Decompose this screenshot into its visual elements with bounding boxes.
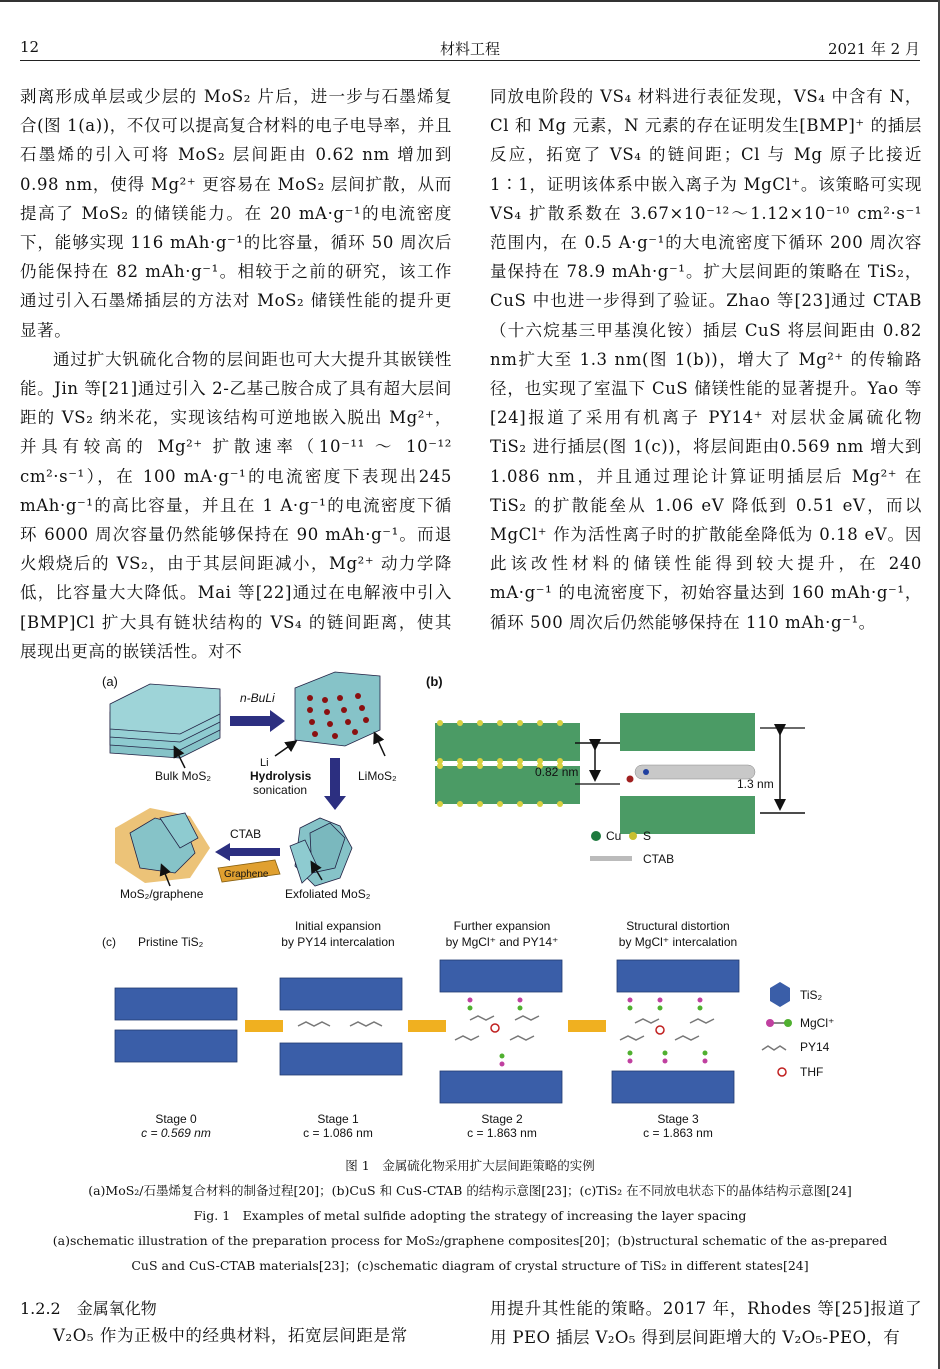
mg-legend-swatch <box>766 1019 774 1027</box>
py14-legend-label: PY14 <box>800 1040 830 1054</box>
arrow-stage-1-2 <box>408 1020 446 1032</box>
nbuli-label: n-BuLi <box>240 691 275 705</box>
figure-caption-en-title: Fig. 1 Examples of metal sulfide adopting the strategy of increasing the layer spacing <box>193 1208 747 1223</box>
thf-legend-swatch <box>778 1068 786 1076</box>
running-header <box>20 34 920 61</box>
panel-b <box>426 674 805 866</box>
spacing-082-label: 0.82 nm <box>535 765 579 779</box>
panel-a-label: (a) <box>102 674 118 689</box>
stage-3-c: c = 1.863 nm <box>643 1126 713 1140</box>
py14-legend-swatch <box>762 1046 786 1050</box>
stage-0-title: Pristine TiS₂ <box>138 935 204 949</box>
section-left-text: V₂O₅ 作为正极中的经典材料，拓宽层间距是常 <box>53 1326 408 1345</box>
issue-date: 2021 年 2 月 <box>827 40 920 58</box>
figure-caption-en-sub1: (a)schematic illustration of the preparation process for MoS₂/graphene composites[20]；(b)structural schematic of the as-prepared <box>52 1233 888 1248</box>
s-legend-label: S <box>643 829 652 843</box>
figure-caption-cn-sub: (a)MoS₂/石墨烯复合材料的制备过程[20]；(b)CuS 和 CuS-CTAB 的结构示意图[23]；(c)TiS₂ 在不同放电状态下的晶体结构示意图[24] <box>88 1183 852 1198</box>
stage-0-label: Stage 0 <box>155 1112 197 1126</box>
stage-3-title2: by MgCl⁺ intercalation <box>618 935 738 949</box>
left-column <box>20 82 452 666</box>
bulk-mos2-label: Bulk MoS₂ <box>155 769 212 783</box>
exfoliated-mos2-cluster <box>290 818 352 886</box>
composite-label: MoS₂/graphene <box>120 887 204 901</box>
sonication-label: sonication <box>253 783 308 797</box>
hydrolysis-arrow <box>324 758 346 810</box>
thf-legend-label: THF <box>800 1065 824 1079</box>
section-right-text <box>490 1294 922 1352</box>
paragraph-mos2-graphene: 剥离形成单层或少层的 MoS₂ 片后，进一步与石墨烯复合(图 1(a))，不仅可以提高复合材料的电子电导率，并且石墨烯的引入可将 MoS₂ 层间距由 0.62 nm 增加到 0.98 nm，使得 Mg²⁺ 更容易在 MoS₂ 层间扩散，从而提高了 MoS₂ 的储镁能力。在 20 mA·g⁻¹的电流密度下，能够实现 116 mAh·g⁻¹的比容量，循环 50 周次后仍能保持在 82 mAh·g⁻¹。相较于之前的研究，该工作通过引入石墨烯插层的方法对 MoS₂ 储镁性能的提升更显著。 <box>20 87 452 340</box>
stage-2-c: c = 1.863 nm <box>467 1126 537 1140</box>
cu-legend-swatch <box>591 831 601 841</box>
arrow-stage-0-1 <box>245 1020 283 1032</box>
stage-1-title2: by PY14 intercalation <box>281 935 395 949</box>
cl-legend-swatch <box>784 1019 792 1027</box>
ctab-legend-swatch <box>590 856 632 861</box>
stage-3-title1: Structural distortion <box>626 919 730 933</box>
tis2-legend-label: TiS₂ <box>800 988 823 1002</box>
stage-3 <box>612 919 739 1140</box>
s-legend-swatch <box>629 832 637 840</box>
cus-ctab-layers <box>620 713 755 834</box>
cu-legend-label: Cu <box>606 829 622 843</box>
paragraph-vs4-tis2-cus: 同放电阶段的 VS₄ 材料进行表征发现，VS₄ 中含有 N，Cl 和 Mg 元素，N 元素的存在证明发生[BMP]⁺ 的插层反应，拓宽了 VS₄ 的链间距；Cl 与 Mg 原子比接近 1∶1，证明该体系中嵌入离子为 MgCl⁺。该策略可实现 VS₄ 扩散系数在 3.67×10⁻¹²～1.12×10⁻¹⁰ cm²·s⁻¹范围内，在 0.5 A·g⁻¹的大电流密度下循环 200 周次容量保持在 78.9 mAh·g⁻¹。扩大层间距的策略在 TiS₂，CuS 中也进一步得到了验证。Zhao 等[23]通过 CTAB（十六烷基三甲基溴化铵）插层 CuS 将层间距由 0.82 nm扩大至 1.3 nm(图 1(b))，增大了 Mg²⁺ 的传输路径，也实现了室温下 CuS 储镁性能的显著提升。Yao 等[24]报道了采用有机离子 PY14⁺ 对层状金属硫化物 TiS₂ 进行插层(图 1(c))，将层间距由0.569 nm 增大到 1.086 nm，并且通过理论计算证明插层后 Mg²⁺ 在 TiS₂ 的扩散能垒从 1.06 eV 降低到 0.51 eV，而以 MgCl⁺ 作为活性离子时的扩散能垒降低为 0.18 eV。因此该改性材料的储镁性能得到较大提升，在 240 mA·g⁻¹ 的电流密度下，初始容量达到 160 mAh·g⁻¹，循环 500 周次后仍然能够保持在 110 mAh·g⁻¹。 <box>490 87 922 632</box>
figure-caption-cn-title: 图 1 金属硫化物采用扩大层间距策略的实例 <box>345 1158 595 1173</box>
panel-c-label: (c) <box>102 935 116 949</box>
hydrolysis-label: Hydrolysis <box>250 769 312 783</box>
ctab-label: CTAB <box>230 827 262 841</box>
section-right-paragraph: 用提升其性能的策略。2017 年，Rhodes 等[25]报道了用 PEO 插层 V₂O₅ 得到层间距增大的 V₂O₅-PEO，有 <box>490 1299 922 1347</box>
cus-layers-pristine <box>435 720 580 807</box>
panel-a <box>102 672 397 901</box>
spacing-13-label: 1.3 nm <box>737 777 774 791</box>
page-number: 12 <box>20 38 40 56</box>
stage-2-label: Stage 2 <box>481 1112 523 1126</box>
mgcl-legend-label: MgCl⁺ <box>800 1016 835 1030</box>
li-label: Li <box>260 757 269 769</box>
panel-c <box>102 919 834 1140</box>
mos2-graphene-composite <box>115 808 210 883</box>
journal-title: 材料工程 <box>439 40 500 58</box>
panel-c-legend <box>762 982 834 1079</box>
figure-1-graphic <box>90 668 870 1148</box>
arrow-stage-2-3 <box>568 1020 606 1032</box>
stage-2 <box>440 919 562 1140</box>
stage-0 <box>115 935 237 1140</box>
section-heading: 1.2.2 金属氧化物 <box>20 1299 157 1318</box>
stage-2-title1: Further expansion <box>453 919 551 933</box>
tis2-legend-swatch <box>770 982 790 1007</box>
stage-3-label: Stage 3 <box>657 1112 699 1126</box>
stage-1-title1: Initial expansion <box>294 919 382 933</box>
ctab-legend-label: CTAB <box>643 852 675 866</box>
stage-2-title2: by MgCl⁺ and PY14⁺ <box>445 935 559 949</box>
page-top-edge <box>0 0 940 2</box>
figure-1 <box>90 668 870 1148</box>
stage-1-c: c = 1.086 nm <box>303 1126 373 1140</box>
limos2-label: LiMoS₂ <box>358 769 397 783</box>
paragraph-vanadium-sulfide: 通过扩大钒硫化合物的层间距也可大大提升其嵌镁性能。Jin 等[21]通过引入 2-乙基己胺合成了具有超大层间距的 VS₂ 纳米花，实现该结构可逆地嵌入脱出 Mg²⁺，并具有较高的 Mg²⁺ 扩散速率（10⁻¹¹ ～ 10⁻¹² cm²·s⁻¹），在 100 mA·g⁻¹的电流密度下表现出245 mAh·g⁻¹的高比容量，并且在 1 A·g⁻¹的电流密度下循环 6000 周次容量仍然能够保持在 90 mAh·g⁻¹。而退火煅烧后的 VS₂，由于其层间距减小，Mg²⁺ 动力学降低，比容量大大降低。Mai 等[22]通过在电解液中引入[BMP]Cl 扩大具有链状结构的 VS₄ 的链间距离，使其展现出更高的嵌镁活性。对不 <box>20 349 452 661</box>
figure-caption-en-sub2: CuS and CuS-CTAB materials[23]；(c)schematic diagram of crystal structure of TiS₂ in different states[24] <box>131 1258 809 1273</box>
graphene-label: Graphene <box>224 869 269 880</box>
nbuli-arrow <box>230 710 285 732</box>
stage-1 <box>280 919 402 1140</box>
stage-1-label: Stage 1 <box>317 1112 359 1126</box>
exfoliated-label: Exfoliated MoS₂ <box>285 887 371 901</box>
panel-b-label: (b) <box>426 674 443 689</box>
stage-0-c: c = 0.569 nm <box>141 1126 211 1140</box>
bulk-mos2-stack <box>110 684 220 758</box>
ctab-arrow <box>215 843 280 861</box>
right-column <box>490 82 922 637</box>
limos2-stack <box>295 672 380 746</box>
